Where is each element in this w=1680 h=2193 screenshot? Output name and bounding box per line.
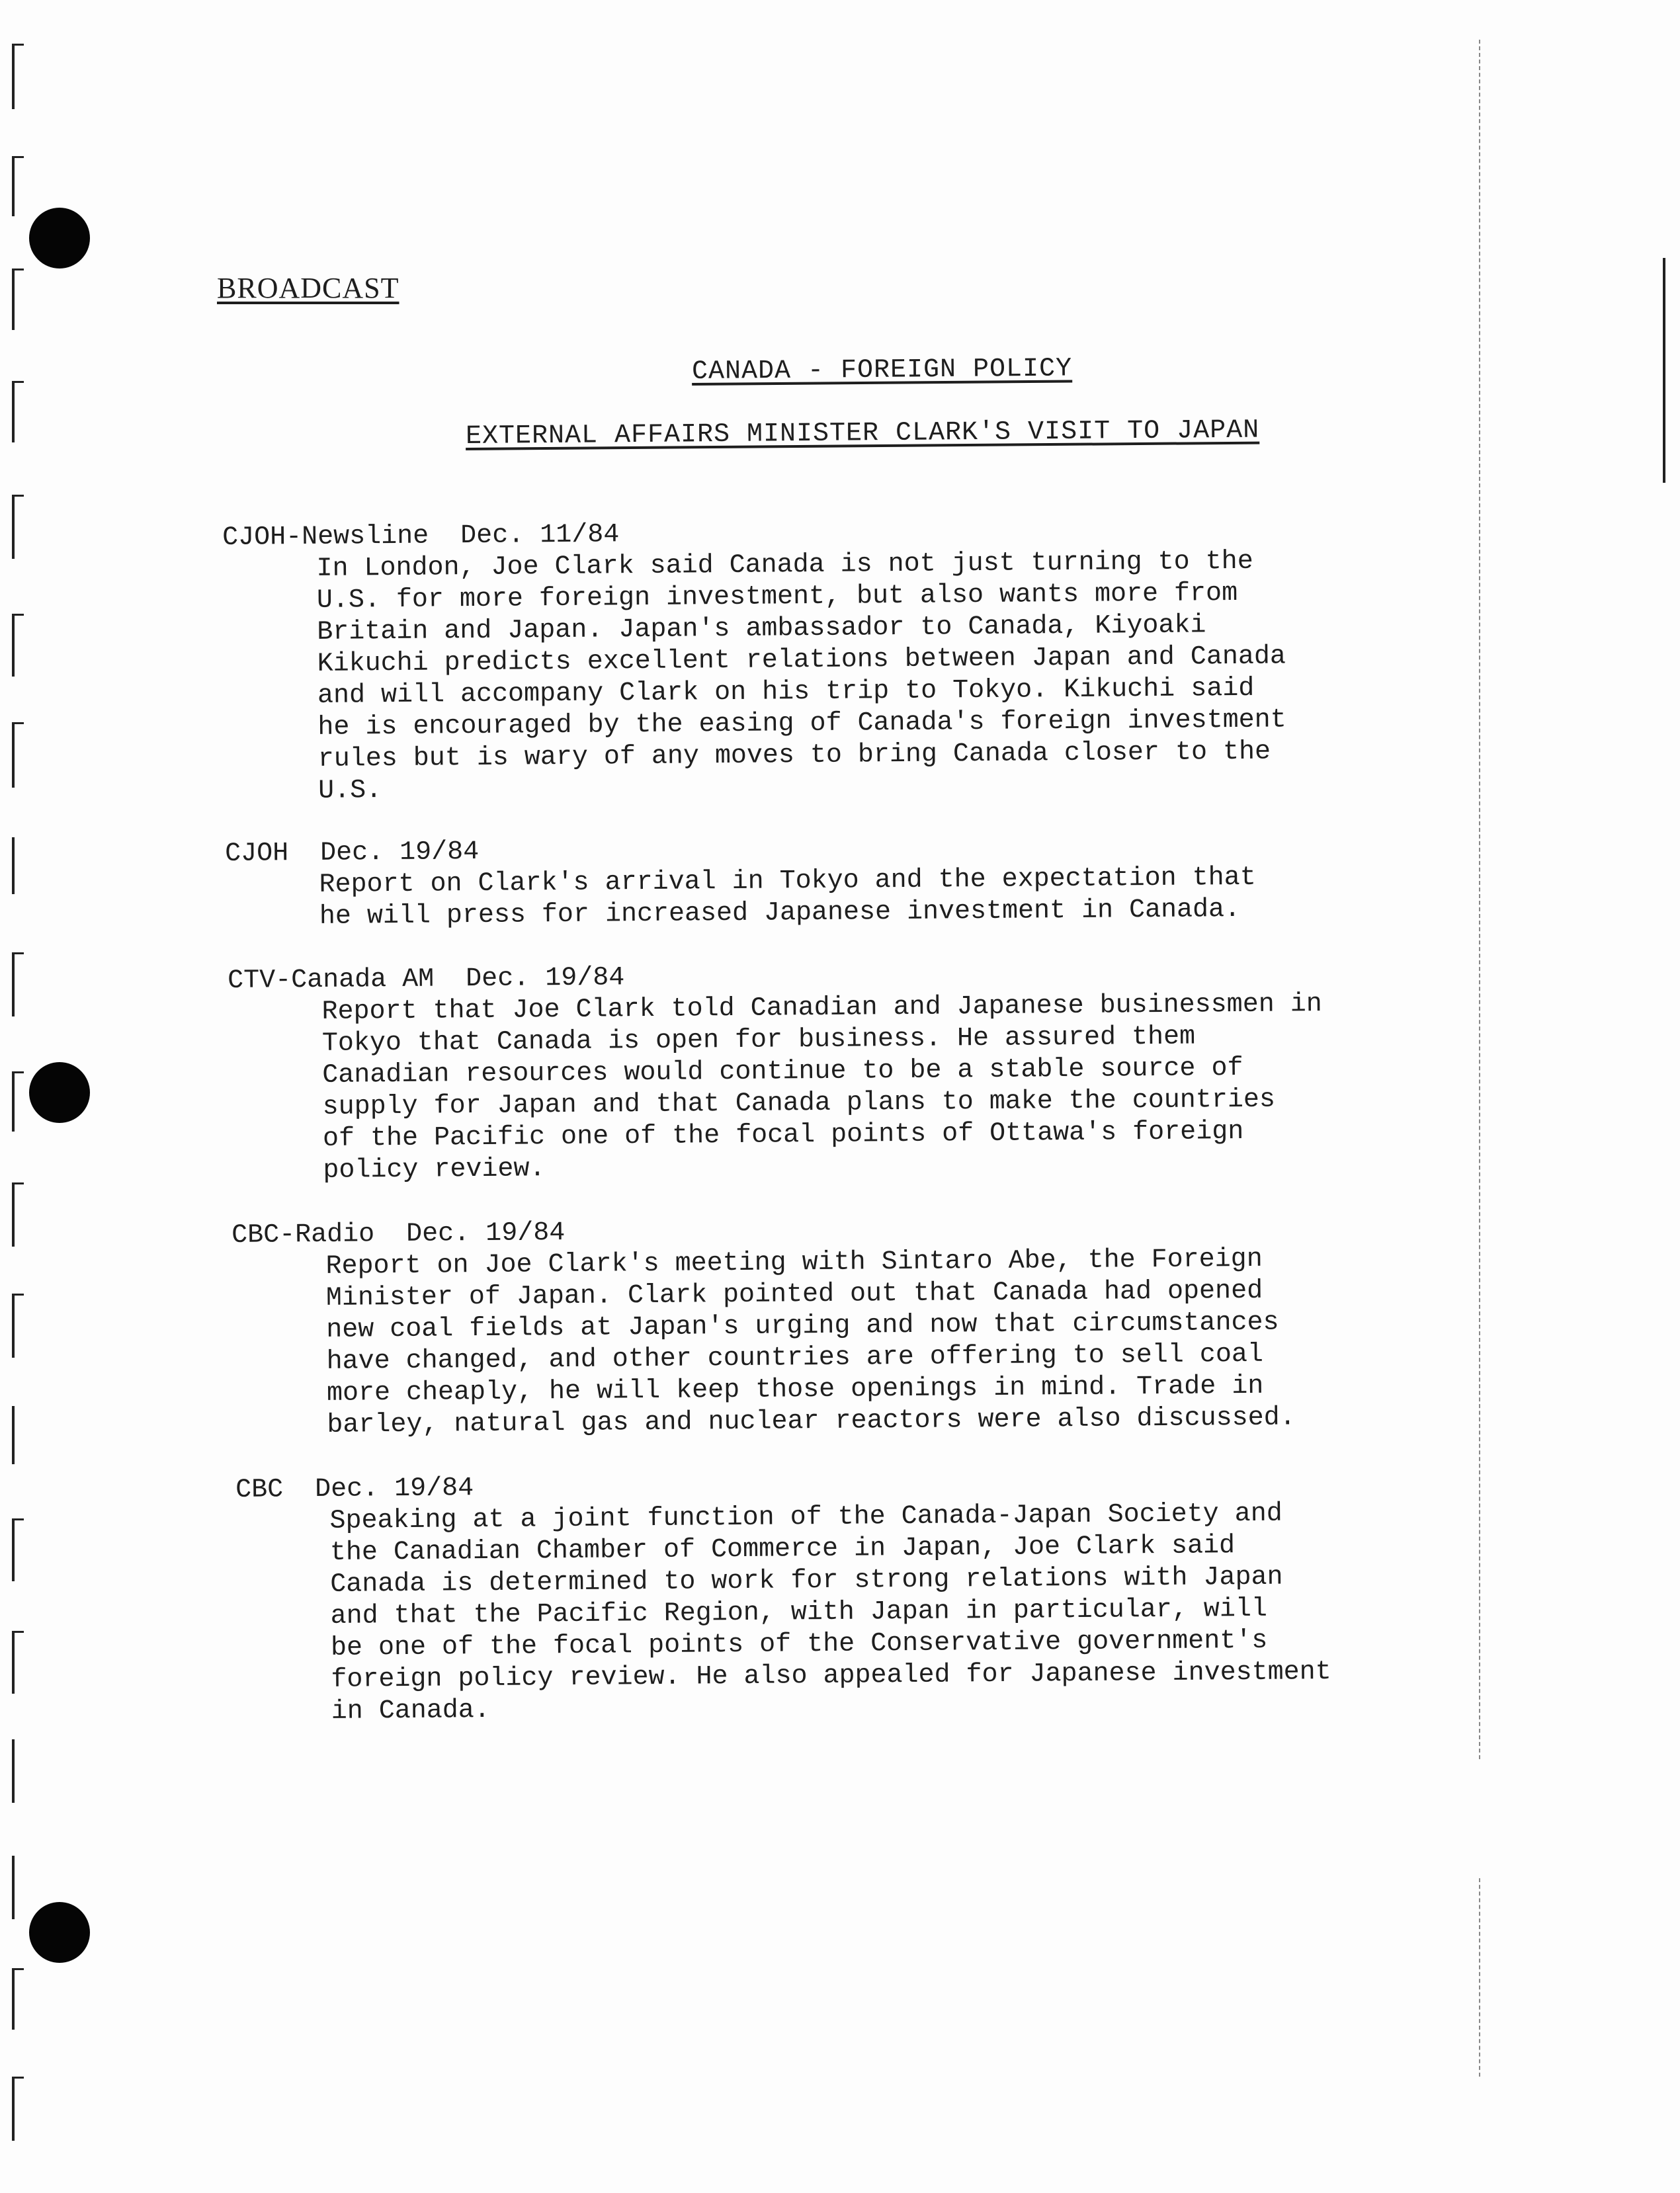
margin-bracket [12,1182,24,1247]
entry-text: Report that Joe Clark told Canadian and Japanese businessmen in Tokyo that Canada is open for business. He assured them Canadian resources would continue to be a stable source of supply for Japan and that Canada plans to make the countries of the Pacific one of the focal points of Ottawa's foreign policy review. [321,989,1322,1186]
margin-bracket [12,1518,24,1581]
entry-text: In London, Joe Clark said Canada is not just turning to the U.S. for more foreign investment, but also wants more from Britain and Japan. Japan's ambassador to Canada, Kiyoaki Kikuchi predicts excellent relations between Japan and Canada and will accompany Clark on his trip to Tokyo. Kikuchi said he is encouraged by the easing of Canada's foreign investment rules but is wary of any moves to bring Canada closer to the U.S. [316,546,1286,806]
margin-bracket [12,1968,24,2030]
broadcast-entry [222,512,1534,808]
margin-bracket [12,1071,24,1132]
heading-topic: CANADA - FOREIGN POLICY [691,354,1073,387]
binder-hole-top [29,208,90,269]
margin-bracket [12,2077,24,2141]
entry-source: CTV-Canada AM Dec. 19/84 [228,963,625,996]
heading-subtopic: EXTERNAL AFFAIRS MINISTER CLARK'S VISIT TO JAPAN [465,415,1260,452]
binder-hole-bottom [29,1902,90,1963]
margin-bracket [12,722,24,788]
broadcast-entry [225,828,1535,934]
margin-bracket [12,495,24,559]
scan-edge-line [1663,258,1665,483]
broadcast-entry [228,955,1539,1188]
margin-bracket [12,269,24,330]
entry-text: Report on Clark's arrival in Tokyo and the expectation that he will press for increased Japanese investment in Canada. [319,862,1256,932]
broadcast-entry [231,1210,1543,1442]
binder-hole-middle [29,1062,90,1123]
margin-bracket [12,614,24,677]
margin-bracket [12,381,24,442]
broadcast-entry [235,1464,1547,1729]
margin-bracket [12,952,24,1016]
entry-text: Report on Joe Clark's meeting with Sintaro Abe, the Foreign Minister of Japan. Clark pointed out that Canada had opened new coal fields at Japan's urging and now that circumstances have changed, and other countries are offering to sell coal more cheaply, he will keep those openings in mind. Trade in barley, natural gas and nuclear reactors were also discussed. [325,1244,1296,1440]
margin-bracket [12,156,24,216]
margin-bracket [12,1856,24,1919]
margin-bracket [12,1631,24,1694]
margin-bracket [12,1739,24,1803]
margin-bracket [12,1406,24,1464]
entry-source: CJOH Dec. 19/84 [225,837,480,869]
scan-dash-line [1479,1878,1480,2077]
entry-source: CJOH-Newsline Dec. 11/84 [222,520,620,553]
margin-bracket [12,44,24,109]
section-label: BROADCAST [217,272,399,304]
entry-text: Speaking at a joint function of the Canada-Japan Society and the Canadian Chamber of Commerce in Japan, Joe Clark said Canada is determined to work for strong relations with Japan and that the Pacific Region, with Japan in particular, will be one of the focal points of the Conservative government's foreign policy review. He also appealed for Japanese investment in Canada. [329,1499,1331,1727]
entry-source: CBC-Radio Dec. 19/84 [231,1218,566,1251]
margin-bracket [12,837,24,894]
entry-source: CBC Dec. 19/84 [235,1473,474,1505]
margin-bracket [12,1294,24,1358]
